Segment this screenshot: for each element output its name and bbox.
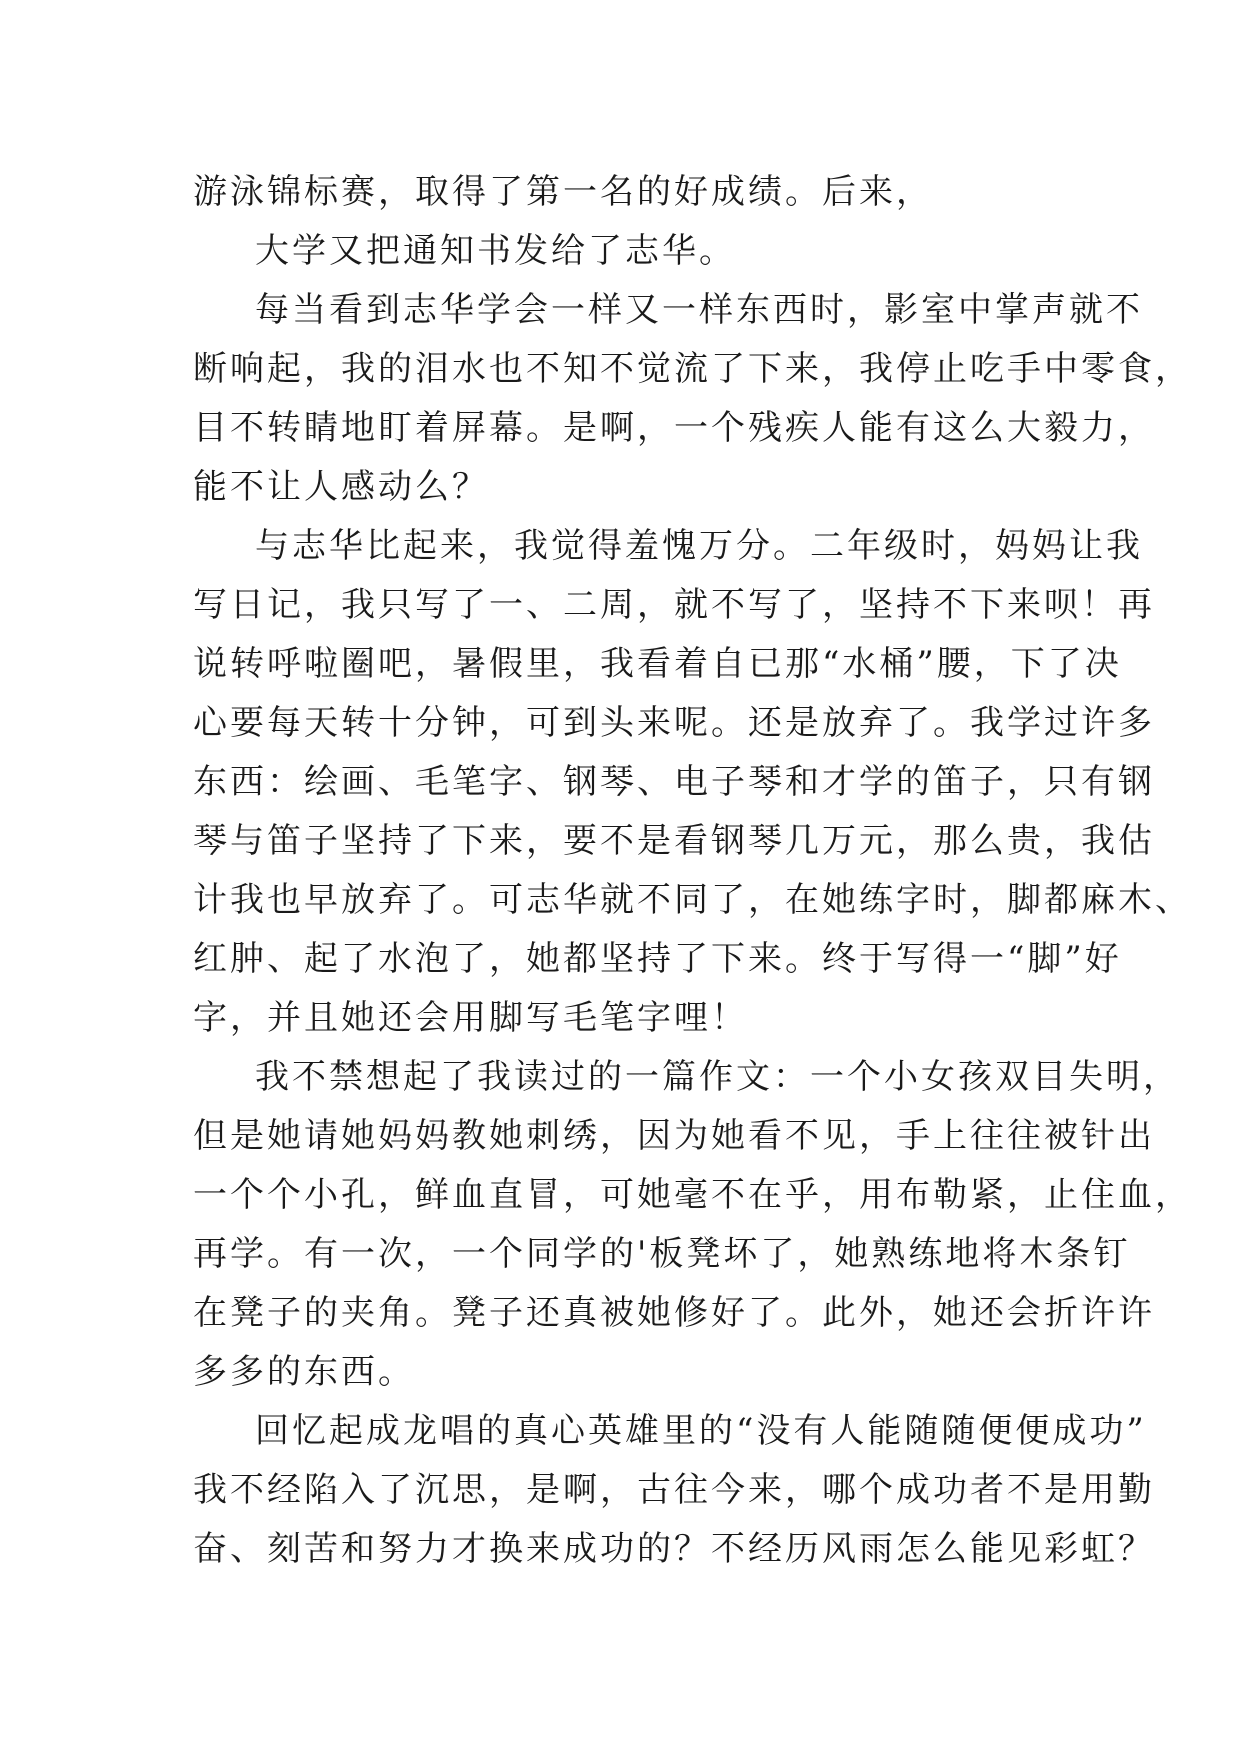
- text-line: 游泳锦标赛，取得了第一名的好成绩。后来，: [193, 172, 933, 212]
- text-line: 红肿、起了水泡了，她都坚持了下来。终于写得一“脚”好: [193, 939, 1122, 979]
- text-line: 东西：绘画、毛笔字、钢琴、电子琴和才学的笛子，只有钢: [193, 762, 1155, 802]
- text-line: 字，并且她还会用脚写毛笔字哩！: [193, 998, 748, 1038]
- text-line: 在凳子的夹角。凳子还真被她修好了。此外，她还会折许许: [193, 1293, 1155, 1333]
- text-line: 但是她请她妈妈教她刺绣，因为她看不见，手上往往被针出: [193, 1116, 1155, 1156]
- text-line: 大学又把通知书发给了志华。: [255, 231, 736, 271]
- document-body: [193, 163, 1192, 1579]
- text-line: 多多的东西。: [193, 1352, 415, 1392]
- text-line: 断响起，我的泪水也不知不觉流了下来，我停止吃手中零食，: [193, 349, 1192, 389]
- text-line: 与志华比起来，我觉得羞愧万分。二年级时，妈妈让我: [255, 526, 1143, 566]
- text-line: 心要每天转十分钟，可到头来呢。还是放弃了。我学过许多: [193, 703, 1155, 743]
- text-line: 一个个小孔，鲜血直冒，可她毫不在乎，用布勒紧，止住血，: [193, 1175, 1192, 1215]
- text-line: 琴与笛子坚持了下来，要不是看钢琴几万元，那么贵，我估: [193, 821, 1155, 861]
- text-line: 我不禁想起了我读过的一篇作文：一个小女孩双目失明，: [255, 1057, 1180, 1097]
- text-line: 能不让人感动么？: [193, 467, 489, 507]
- text-line: 计我也早放弃了。可志华就不同了，在她练字时，脚都麻木、: [193, 880, 1192, 920]
- text-line: 目不转睛地盯着屏幕。是啊，一个残疾人能有这么大毅力，: [193, 408, 1155, 448]
- text-line: 写日记，我只写了一、二周，就不写了，坚持不下来呗！再: [193, 585, 1155, 625]
- text-line: 每当看到志华学会一样又一样东西时，影室中掌声就不: [255, 290, 1143, 330]
- text-line: 说转呼啦圈吧，暑假里，我看着自已那“水桶”腰，下了决: [193, 644, 1122, 684]
- text-line: 我不经陷入了沉思，是啊，古往今来，哪个成功者不是用勤: [193, 1470, 1155, 1510]
- text-line: 再学。有一次，一个同学的'板凳坏了，她熟练地将木条钉: [193, 1234, 1131, 1274]
- text-line: 回忆起成龙唱的真心英雄里的“没有人能随随便便成功”: [255, 1411, 1147, 1451]
- text-line: 奋、刻苦和努力才换来成功的？不经历风雨怎么能见彩虹？: [193, 1529, 1155, 1569]
